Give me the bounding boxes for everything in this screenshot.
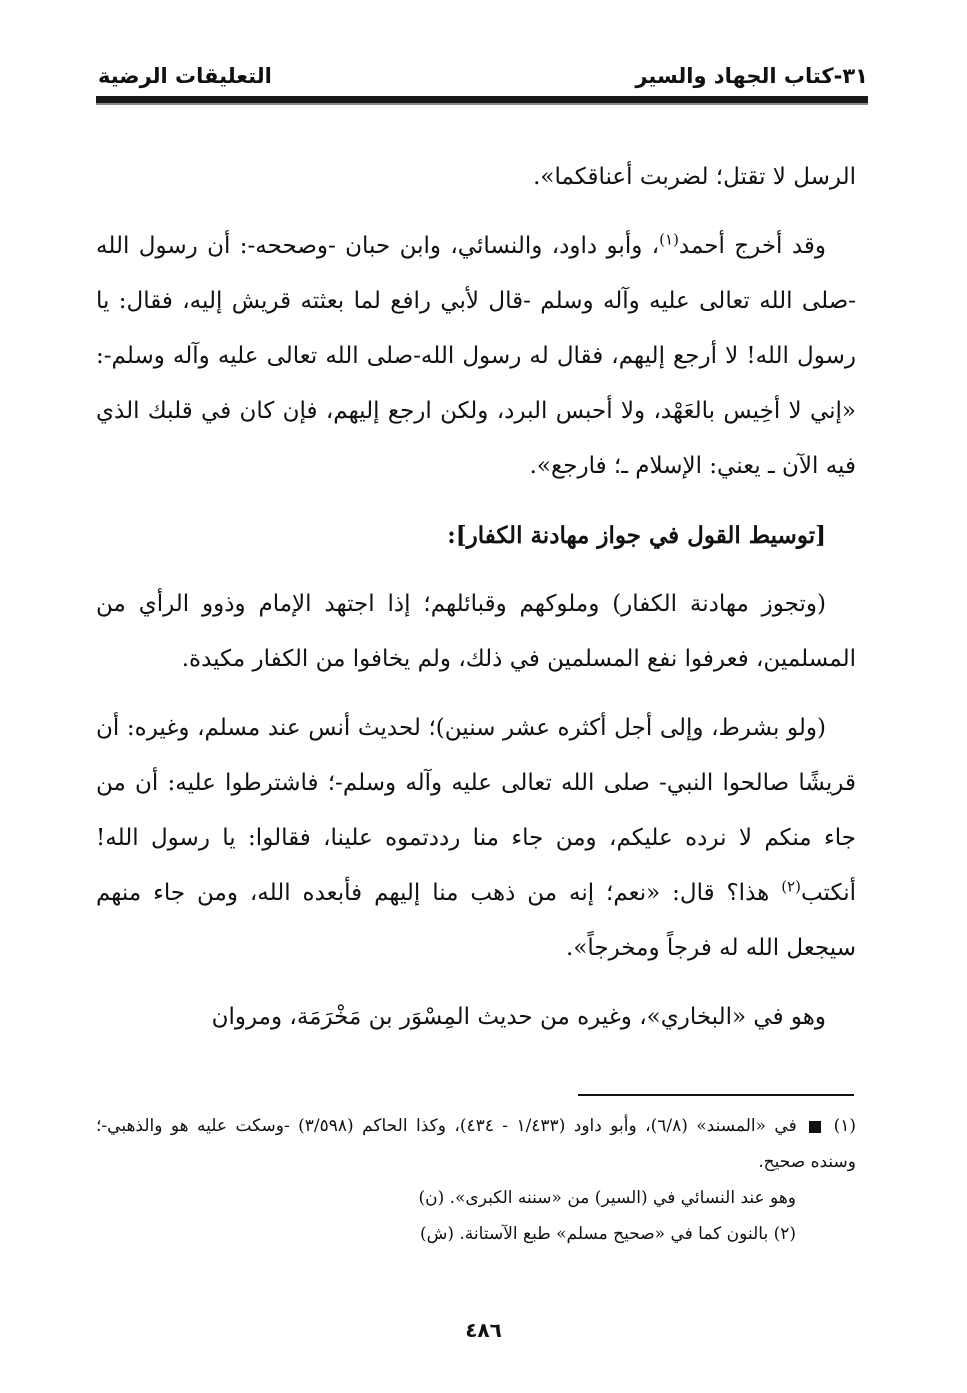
footnote-1-text: في «المسند» (٦/٨)، وأبو داود (١/٤٣٣ - ٤٣٤)، وكذا الحاكم (٣/٥٩٨) -وسكت عليه هو والذهبي-؛ وسنده صحيح. [96, 1116, 856, 1172]
footnote-separator [578, 1094, 854, 1096]
paragraph-1: الرسل لا تقتل؛ لضربت أعناقكما». [533, 164, 856, 190]
footnote-1-number: (١) [833, 1116, 856, 1136]
book-title: التعليقات الرضية [98, 64, 272, 88]
footnotes [96, 1108, 856, 1252]
paragraph-4 [96, 701, 856, 976]
section-heading: [توسيط القول في جواز مهادنة الكفار]: [447, 522, 826, 549]
paragraph-5: وهو في «البخاري»، وغيره من حديث المِسْوَر بن مَخْرَمَة، ومروان [211, 1004, 826, 1030]
footnote-2: (٢) بالنون كما في «صحيح مسلم» طبع الآستانة. (ش) [419, 1224, 796, 1244]
paragraph-2-rest: ، وأبو داود، والنسائي، وابن حبان -وصححه-: أن رسول الله -صلى الله تعالى عليه وآله وسلم -قال لأبي رافع لما بعثته قريش إليه، فقال: يا رسول الله! لا أرجع إليهم، فقال له رسول الله-صلى الله تعالى عليه وآله وسلم-: «إني لا أخِيس بالعَهْد، ولا أحبس البرد، ولكن ارجع إليهم، فإن كان في قلبك الذي فيه الآن ـ يعني: الإسلام ـ؛ فارجع». [96, 233, 856, 479]
running-header [98, 58, 868, 98]
footnote-ref-1: (١) [659, 230, 679, 249]
paragraph-4-rest: هذا؟ قال: «نعم؛ إنه من ذهب منا إليهم فأبعده الله، ومن جاء منهم سيجعل الله له فرجاً ومخرجاً». [96, 880, 856, 961]
footnote-1-addendum: وهو عند النسائي في (السير) من «سننه الكبرى». (ن) [418, 1188, 796, 1208]
chapter-title: ٣١-كتاب الجهاد والسير [635, 64, 868, 88]
square-bullet-icon [809, 1121, 821, 1133]
main-text [96, 150, 856, 1045]
paragraph-4-start: (ولو بشرط، وإلى أجل أكثره عشر سنين)؛ لحديث أنس عند مسلم، وغيره: أن قريشًا صالحوا النبي- صلى الله تعالى عليه وآله وسلم-؛ فاشترطوا عليه: أن من جاء منكم لا نرده عليكم، ومن جاء منا رددتموه علينا، فقالوا: يا رسول الله! أنكتب [96, 715, 856, 906]
paragraph-2 [96, 219, 856, 494]
page-number: ٤٨٦ [465, 1318, 502, 1342]
footnote-1 [96, 1108, 856, 1180]
paragraph-3: (وتجوز مهادنة الكفار) وملوكهم وقبائلهم؛ إذا اجتهد الإمام وذوو الرأي من المسلمين، فعرفوا نفع المسلمين في ذلك، ولم يخافوا من الكفار مكيدة. [96, 591, 856, 672]
header-rule [96, 96, 868, 105]
footnote-ref-2: (٢) [781, 877, 801, 896]
paragraph-2-start: وقد أخرج أحمد [678, 233, 827, 259]
